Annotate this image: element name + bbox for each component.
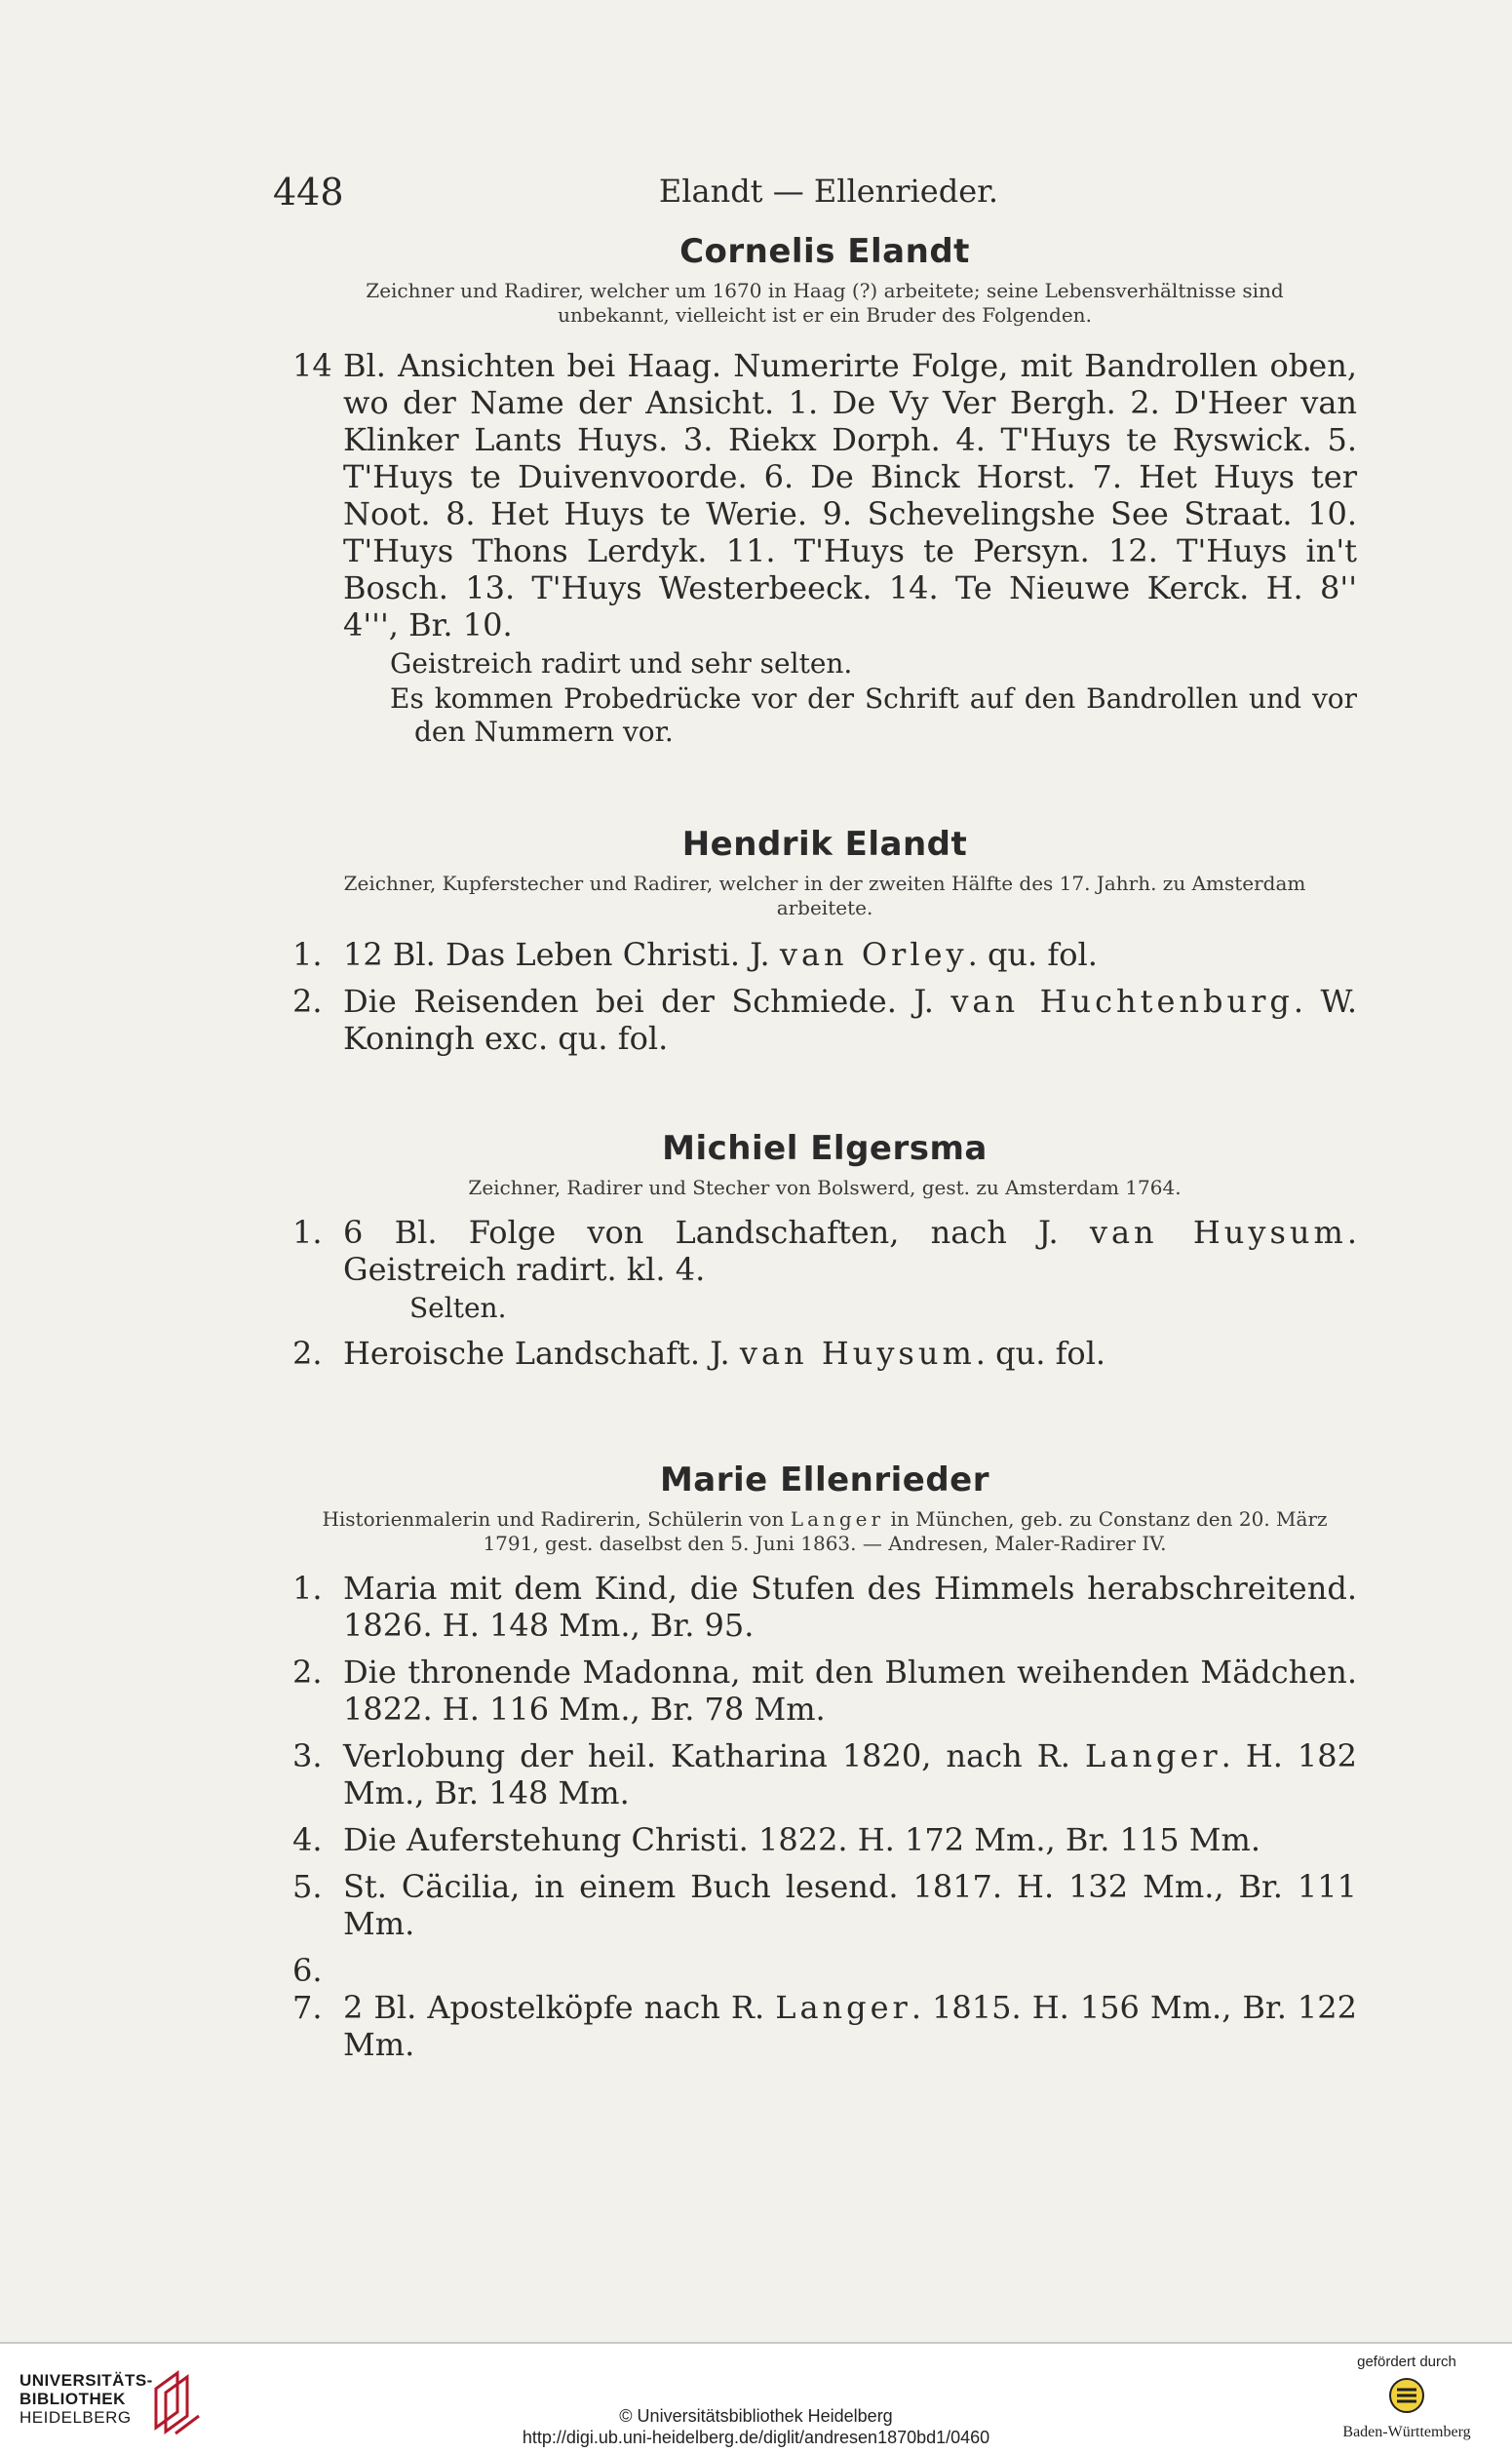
sponsor-name: Baden-Württemberg	[1342, 2424, 1471, 2440]
catalogue-entry	[292, 1654, 1357, 1728]
artist-name: Marie Ellenrieder	[659, 1460, 990, 1499]
catalogue-entry	[292, 1737, 1357, 1811]
entry-number: 14	[292, 347, 332, 384]
entry-text: . qu. fol.	[975, 1335, 1106, 1372]
catalogue-entry	[292, 347, 1357, 643]
entry-text: . W. Koningh exc. qu. fol.	[343, 983, 1358, 1057]
catalogue-entry	[292, 1821, 1357, 1858]
bio-text: in München, geb. zu Constanz den 20. März 1791, gest. daselbst den 5. Juni 1863. — Andresen, Maler-Radirer IV.	[483, 1507, 1328, 1555]
entry-list	[292, 1570, 1357, 2063]
entry-text: Die thronende Madonna, mit den Blumen weihenden Mädchen. 1822. H. 116 Mm., Br. 78 Mm.	[343, 1654, 1357, 1728]
entry-text: . H. 182 Mm., Br. 148 Mm.	[343, 1737, 1358, 1811]
entry-text: St. Cäcilia, in einem Buch lesend. 1817. H. 132 Mm., Br. 111 Mm.	[343, 1868, 1357, 1942]
catalogue-entry	[292, 1214, 1357, 1288]
entry-number: 5.	[292, 1868, 323, 1905]
entry-number: 6. 7.	[292, 1952, 323, 2026]
catalogue-entry	[292, 1952, 1357, 2063]
entry-artist: Langer	[775, 1989, 911, 2026]
library-name-line: HEIDELBERG	[19, 2408, 132, 2427]
entry-artist: van Orley	[779, 936, 968, 973]
entry-text: 6 Bl. Folge von Landschaften, nach J.	[343, 1214, 1090, 1251]
artist-name: Cornelis Elandt	[679, 232, 970, 271]
entry-text: 12 Bl. Das Leben Christi. J.	[343, 936, 780, 973]
entry-number: 1.	[292, 1570, 323, 1607]
artist-name: Hendrik Elandt	[681, 825, 968, 864]
entry-text: . 1815. H. 156 Mm., Br. 122 Mm.	[343, 1989, 1358, 2063]
library-name-line: UNIVERSITÄTS-	[19, 2371, 153, 2390]
catalogue-entry	[292, 1335, 1357, 1372]
footer-divider	[0, 2342, 1512, 2344]
sponsor-block	[1329, 2354, 1485, 2441]
page-number: 448	[273, 171, 344, 214]
page-footer	[0, 2342, 1512, 2453]
catalogue-entry	[292, 1570, 1357, 1644]
entry-number: 2.	[292, 1654, 323, 1691]
entry-text: Maria mit dem Kind, die Stufen des Himmels herabschreitend. 1826. H. 148 Mm., Br. 95.	[343, 1570, 1357, 1644]
entry-number: 1.	[292, 1214, 323, 1251]
bio-artist: Langer	[790, 1507, 885, 1531]
artist-section	[292, 1129, 1357, 1372]
artist-name: Michiel Elgersma	[662, 1129, 988, 1168]
entry-text: Heroische Landschaft. J.	[343, 1335, 740, 1372]
entry-text: . qu. fol.	[967, 936, 1098, 973]
artist-section	[292, 232, 1357, 749]
catalogue-note: Es kommen Probedrücke vor der Schrift auf den Bandrollen und vor den Nummern vor.	[390, 682, 1357, 748]
entry-text: 2 Bl. Apostelköpfe nach R.	[343, 1989, 776, 2026]
artist-bio	[310, 1507, 1339, 1556]
copyright-notice: © Universitätsbibliothek Heidelberg	[619, 2406, 893, 2426]
entry-text: Die Auferstehung Christi. 1822. H. 172 Mm., Br. 115 Mm.	[343, 1821, 1261, 1858]
page-header	[273, 171, 1345, 219]
entry-artist: Langer	[1084, 1737, 1221, 1774]
running-head: Elandt — Ellenrieder.	[658, 173, 999, 210]
entry-number: 2.	[292, 1335, 323, 1372]
library-name-line: BIBLIOTHEK	[19, 2390, 126, 2408]
entry-text: Verlobung der heil. Katharina 1820, nach R.	[343, 1737, 1085, 1774]
bio-text: Historienmalerin und Radirerin, Schülerin von	[322, 1507, 791, 1531]
entry-text: . Geistreich radirt. kl. 4.	[343, 1214, 1357, 1288]
catalogue-entry	[292, 1868, 1357, 1942]
artist-bio: Zeichner, Radirer und Stecher von Bolswerd, gest. zu Amsterdam 1764.	[468, 1176, 1182, 1199]
entry-artist: van Huchtenburg	[950, 983, 1294, 1020]
artist-bio: Zeichner und Radirer, welcher um 1670 in Haag (?) arbeitete; seine Lebensverhältnisse sind unbekannt, vielleicht ist er ein Bruder des Folgenden.	[366, 279, 1284, 327]
state-crest-icon	[1387, 2376, 1426, 2415]
catalogue-note: Selten.	[409, 1292, 507, 1324]
entry-number: 1.	[292, 936, 323, 973]
artist-bio: Zeichner, Kupferstecher und Radirer, welcher in der zweiten Hälfte des 17. Jahrh. zu Amsterdam arbeitete.	[343, 872, 1306, 919]
entry-artist: van Huysum	[739, 1335, 976, 1372]
entry-artist: van Huysum	[1089, 1214, 1347, 1251]
catalogue-note: Geistreich radirt und sehr selten.	[390, 647, 853, 680]
sponsor-label: gefördert durch	[1357, 2354, 1456, 2370]
permalink[interactable]: http://digi.ub.uni-heidelberg.de/diglit/andresen1870bd1/0460	[522, 2428, 990, 2447]
catalogue-entry	[292, 983, 1357, 1057]
entry-number: 4.	[292, 1821, 323, 1858]
entry-number: 3.	[292, 1737, 323, 1774]
entry-text: Die Reisenden bei der Schmiede. J.	[343, 983, 951, 1020]
artist-section	[292, 1460, 1357, 2063]
entry-text: Bl. Ansichten bei Haag. Numerirte Folge, mit Bandrollen oben, wo der Name der Ansicht. 1. De Vy Ver Bergh. 2. D'Heer van Klinker Lants Huys. 3. Riekx Dorph. 4. T'Huys te Ryswick. 5. T'Huys te Duivenvoorde. 6. De Binck Horst. 7. Het Huys ter Noot. 8. Het Huys te Werie. 9. Schevelingshe See Straat. 10. T'Huys Thons Lerdyk. 11. T'Huys te Persyn. 12. T'Huys in't Bosch. 13. T'Huys Westerbeeck. 14. Te Nieuwe Kerck. H. 8'' 4''', Br. 10.	[343, 347, 1357, 643]
catalogue-entry	[292, 936, 1357, 973]
entry-number: 2.	[292, 983, 323, 1020]
artist-section	[292, 825, 1357, 1057]
